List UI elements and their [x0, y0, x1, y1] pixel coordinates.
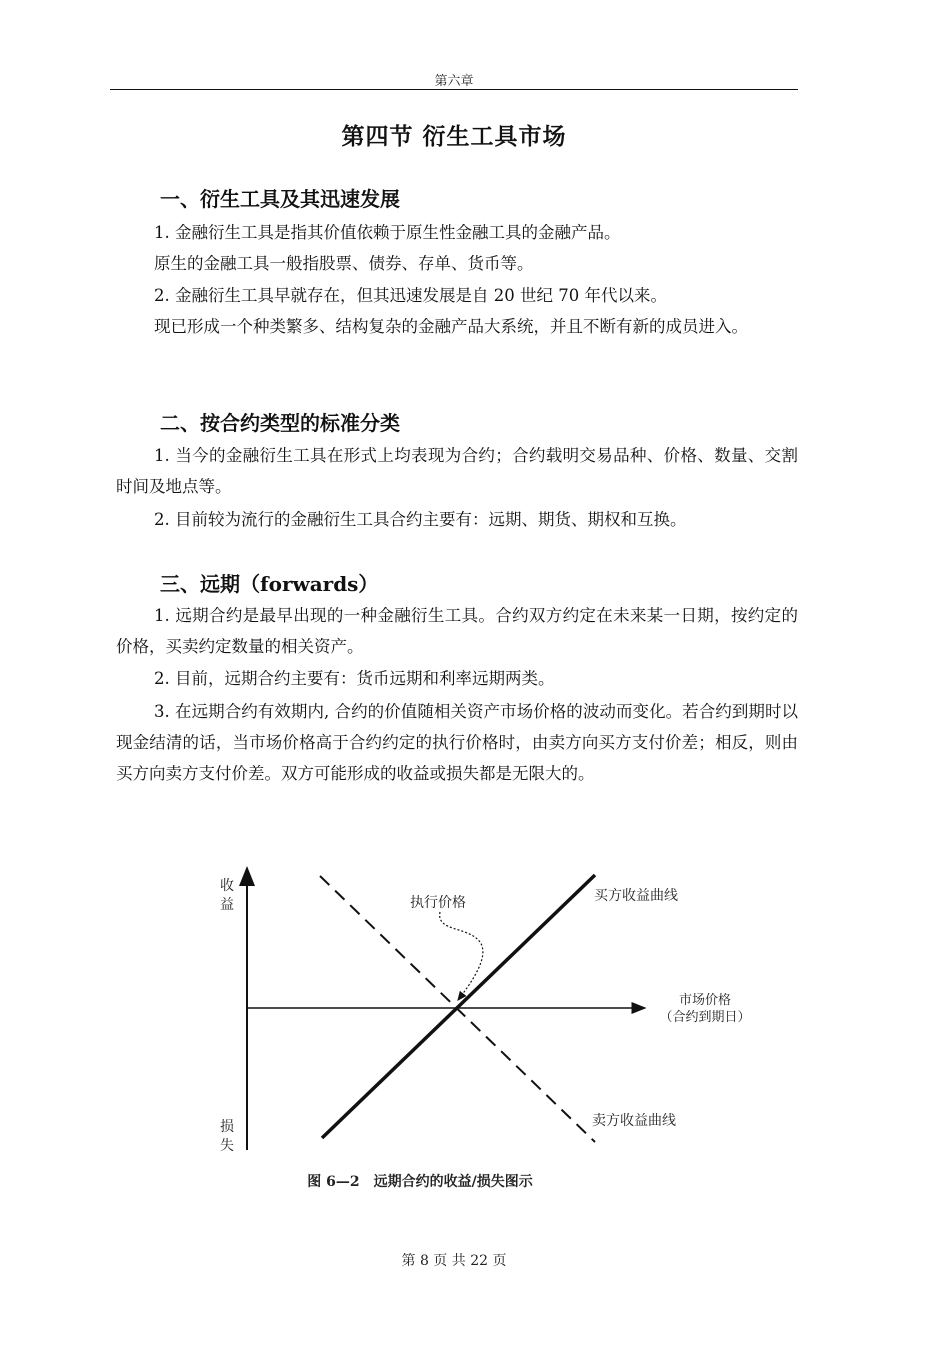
x-axis-label-line1: 市场价格 — [678, 993, 732, 1008]
strike-price-label: 执行价格 — [410, 895, 466, 911]
forward-payoff-figure — [200, 860, 800, 1200]
paragraph: 2. 目前，远期合约主要有：货币远期和利率远期两类。 — [154, 669, 555, 688]
paragraph: 2. 目前较为流行的金融衍生工具合约主要有：远期、期货、期权和互换。 — [154, 510, 687, 529]
y-axis-top-label-char2: 益 — [220, 897, 234, 913]
page-footer: 第 8 页 共 22 页 — [401, 1253, 507, 1269]
heading-contract-classification: 二、按合约类型的标准分类 — [160, 411, 400, 435]
buyer-curve-label: 买方收益曲线 — [594, 888, 678, 904]
paragraph: 1. 当今的金融衍生工具在形式上均表现为合约；合约载明交易品种、价格、数量、交割时间及地点等。 — [116, 446, 798, 496]
header-rule — [110, 89, 798, 90]
heading-forwards: 三、远期（forwards） — [160, 572, 379, 596]
y-axis-bottom-label-char1: 损 — [220, 1119, 234, 1135]
x-axis-label-line2: （合约到期日） — [659, 1010, 751, 1025]
figure-caption: 图 6—2 远期合约的收益/损失图示 — [307, 1174, 533, 1190]
buyer-payoff-line — [322, 875, 595, 1138]
paragraph: 3. 在远期合约有效期内, 合约的价值随相关资产市场价格的波动而变化。若合约到期时以现金结清的话，当市场价格高于合约约定的执行价格时，由卖方向买方支付价差；相反，则由买方向卖方支付价差。双方可能形成的收益或损失都是无限大的。 — [116, 702, 798, 783]
paragraph: 1. 远期合约是最早出现的一种金融衍生工具。合约双方约定在未来某一日期，按约定的价格，买卖约定数量的相关资产。 — [116, 606, 798, 656]
section-title: 第四节 衍生工具市场 — [341, 123, 567, 150]
page-header-chapter: 第六章 — [434, 74, 474, 89]
paragraph: 2. 金融衍生工具早就存在，但其迅速发展是自 20 世纪 70 年代以来。 — [154, 286, 667, 305]
paragraph: 原生的金融工具一般指股票、债券、存单、货币等。 — [154, 254, 534, 273]
y-axis-top-label-char1: 收 — [220, 878, 234, 894]
y-axis-bottom-label-char2: 失 — [220, 1138, 234, 1154]
paragraph: 1. 金融衍生工具是指其价值依赖于原生性金融工具的金融产品。 — [154, 223, 621, 242]
payoff-diagram — [200, 860, 800, 1200]
seller-curve-label: 卖方收益曲线 — [592, 1113, 676, 1129]
strike-price-pointer — [440, 912, 483, 1000]
paragraph: 现已形成一个种类繁多、结构复杂的金融产品大系统，并且不断有新的成员进入。 — [154, 317, 748, 336]
heading-derivatives-development: 一、衍生工具及其迅速发展 — [160, 187, 400, 211]
